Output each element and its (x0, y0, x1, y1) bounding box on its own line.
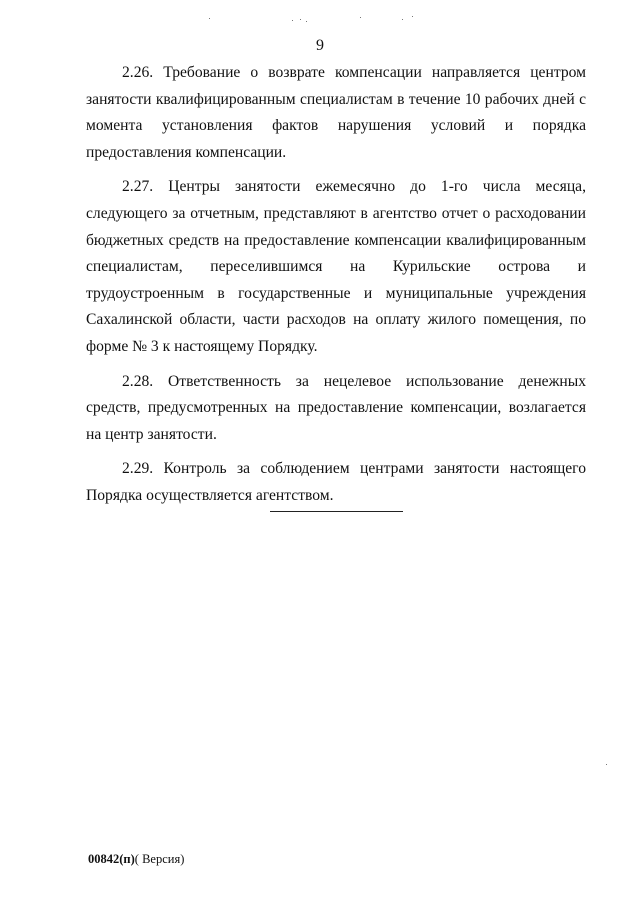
document-footer (88, 851, 184, 867)
paragraph-2-26: 2.26. Требование о возврате компенсации направляется центром занятости квалифицированным специалистам в течение 10 рабочих дней с момента установления фактов нарушения условий и порядка предоставления компенсации. (86, 64, 586, 161)
scan-artifact (209, 18, 210, 19)
scan-artifact (606, 764, 607, 765)
scan-artifact (360, 17, 361, 18)
scan-artifact (300, 19, 301, 20)
end-of-text-separator (270, 511, 403, 512)
paragraph-2-29: 2.29. Контроль за соблюдением центрами занятости настоящего Порядка осуществляется агентством. (86, 460, 586, 504)
document-code: 00842(п) (88, 852, 135, 866)
scan-artifact (292, 20, 293, 21)
scan-artifact (306, 21, 307, 22)
scan-artifact (402, 19, 403, 20)
scan-artifact (412, 16, 413, 17)
paragraph-2-28: 2.28. Ответственность за нецелевое использование денежных средств, предусмотренных на предоставление компенсации, возлагается на центр занятости. (86, 372, 586, 443)
page-number: 9 (316, 37, 324, 54)
document-version: ( Версия) (134, 852, 185, 866)
document-body (86, 60, 586, 518)
paragraph-2-27: 2.27. Центры занятости ежемесячно до 1-го числа месяца, следующего за отчетным, представляют в агентство отчет о расходовании бюджетных средств на предоставление компенсации квалифицированным специалистам, переселившимся на Курильские острова и трудоустроенным в государственные и муниципальные учреждения Сахалинской области, части расходов на оплату жилого помещения, по форме № 3 к настоящему Порядку. (86, 178, 586, 355)
